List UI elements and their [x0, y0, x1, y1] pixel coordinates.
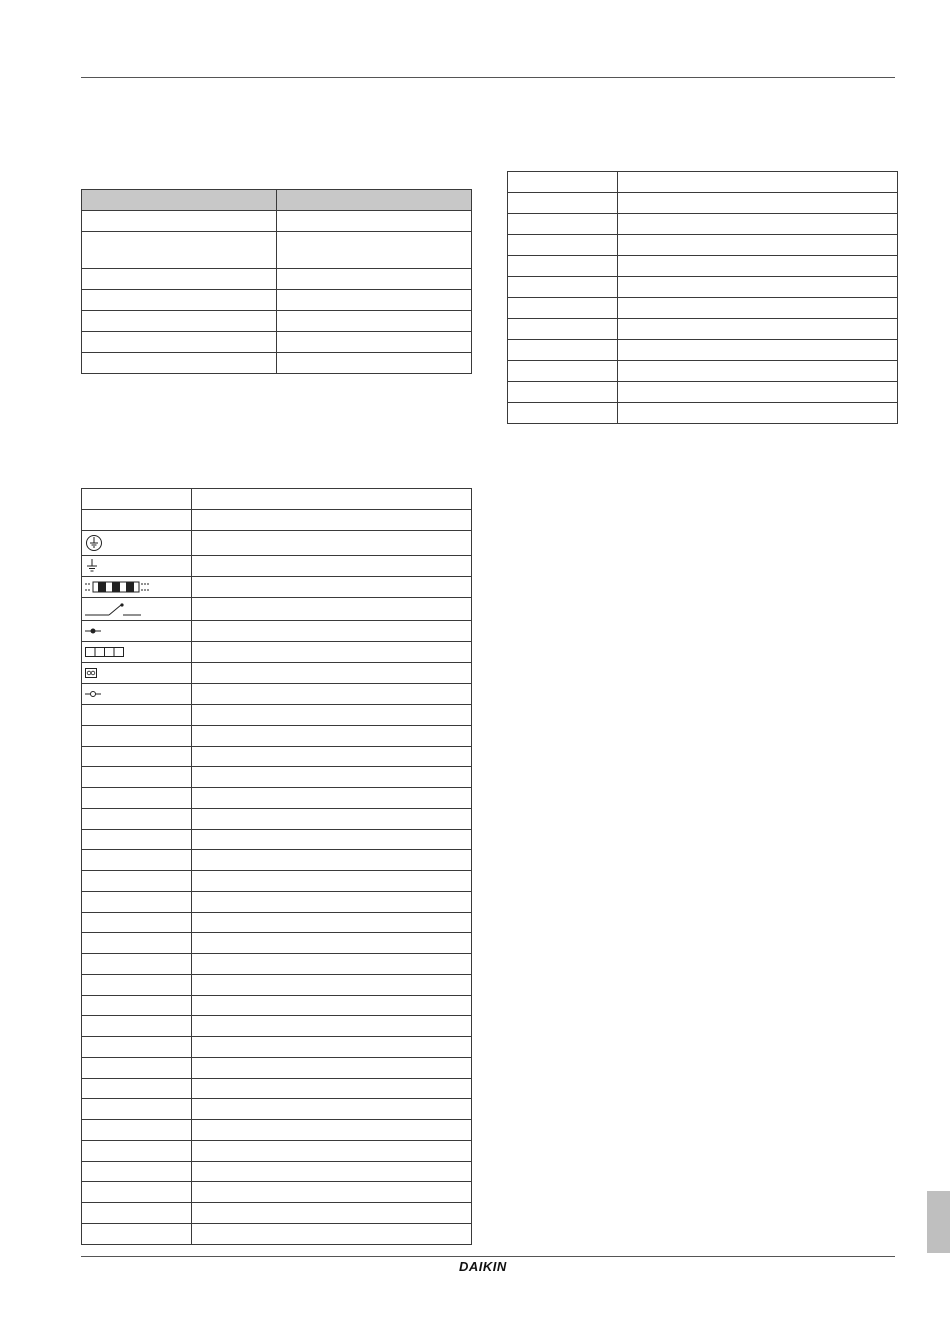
table-row	[82, 353, 472, 374]
connector-icon	[85, 668, 97, 678]
table-header-row	[82, 190, 472, 211]
table-row	[82, 211, 472, 232]
table-row	[82, 621, 472, 642]
table-row	[508, 214, 898, 235]
table-row	[82, 598, 472, 621]
table-row	[82, 1099, 472, 1120]
table-row	[82, 663, 472, 684]
table-row	[82, 642, 472, 663]
table-row	[82, 871, 472, 892]
table-row	[82, 290, 472, 311]
table-c	[81, 488, 472, 1245]
table-row	[82, 705, 472, 726]
table-row	[508, 361, 898, 382]
connector-strip-icon	[85, 581, 149, 593]
table-row	[508, 235, 898, 256]
svg-text:DAIKIN: DAIKIN	[459, 1259, 507, 1274]
table-row	[82, 1223, 472, 1244]
table-row	[82, 332, 472, 353]
table-row	[82, 974, 472, 995]
table-row	[82, 684, 472, 705]
table-row	[82, 1037, 472, 1058]
daikin-logo	[459, 1258, 519, 1274]
table-row	[82, 891, 472, 912]
table-row	[82, 1140, 472, 1161]
table-row	[82, 746, 472, 767]
table-row	[82, 1078, 472, 1099]
terminal-strip-icon	[85, 646, 125, 658]
table-row	[82, 1016, 472, 1037]
chapter-tab-marker	[927, 1191, 950, 1253]
table-row	[508, 340, 898, 361]
table-row	[82, 510, 472, 531]
terminal-icon	[85, 690, 101, 698]
table-row	[82, 556, 472, 577]
table-row	[82, 1182, 472, 1203]
switch-icon	[85, 600, 143, 618]
table-row	[508, 382, 898, 403]
table-row	[82, 933, 472, 954]
table-row	[82, 577, 472, 598]
table-row	[82, 1161, 472, 1182]
earth-icon	[85, 558, 99, 574]
table-row	[82, 531, 472, 556]
table-row	[508, 193, 898, 214]
table-b	[507, 171, 898, 424]
connection-point-icon	[85, 627, 101, 635]
protective-earth-icon	[85, 534, 103, 552]
table-row	[82, 954, 472, 975]
table-row	[508, 319, 898, 340]
table-row	[82, 269, 472, 290]
table-row	[82, 829, 472, 850]
table-a	[81, 189, 472, 374]
header-rule	[81, 77, 895, 78]
table-row	[82, 1203, 472, 1224]
table-row	[82, 850, 472, 871]
table-row	[82, 489, 472, 510]
table-row	[508, 172, 898, 193]
table-row	[82, 995, 472, 1016]
table-row	[508, 256, 898, 277]
footer-rule	[81, 1256, 895, 1257]
table-row	[82, 725, 472, 746]
table-row	[82, 767, 472, 788]
table-row	[508, 298, 898, 319]
table-row	[82, 912, 472, 933]
table-row	[508, 403, 898, 424]
table-row	[82, 1120, 472, 1141]
table-row	[508, 277, 898, 298]
table-row	[82, 311, 472, 332]
table-row	[82, 1057, 472, 1078]
table-row	[82, 788, 472, 809]
table-row	[82, 232, 472, 269]
table-row	[82, 808, 472, 829]
